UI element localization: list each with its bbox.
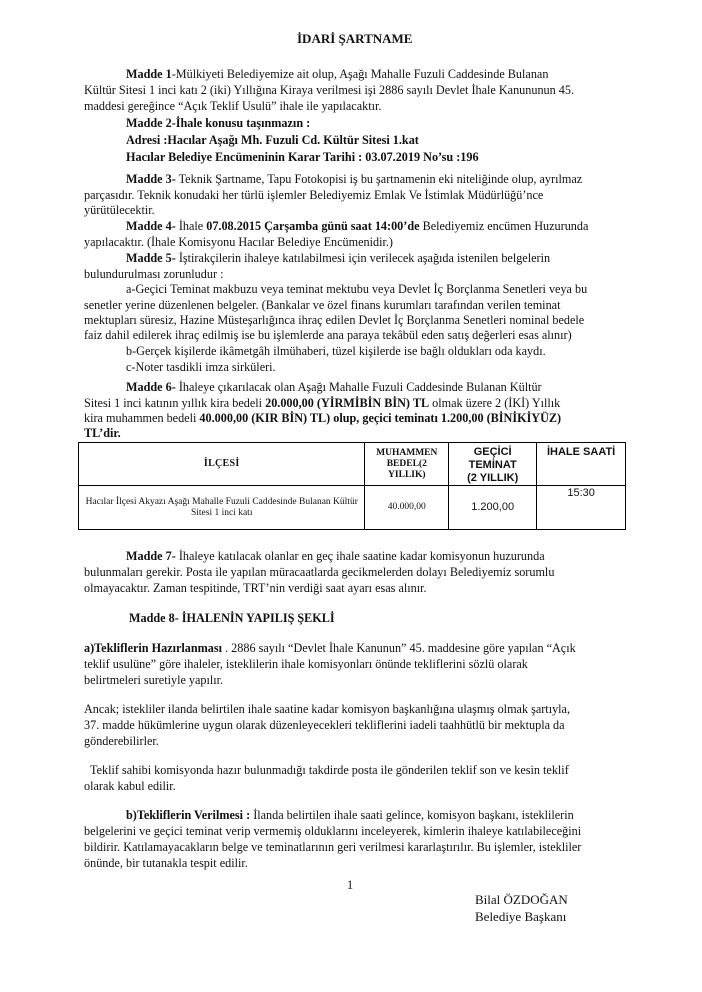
madde-7-line-3: olmayacaktır. Zaman tespitinde, TRT’nin verdiği saat ayarı esas alınır.	[84, 581, 427, 595]
madde-6-line-1: Madde 6- İhaleye çıkarılacak olan Aşağı Mahalle Fuzuli Caddesinde Bulanan Kültür	[126, 380, 542, 394]
madde-6-line-3: kira muhammen bedeli 40.000,00 (KIR BİN) TL) olup, geçici teminatı 1.200,00 (BİNİKİYÜZ)	[84, 411, 562, 425]
madde-5-item-b: b-Gerçek kişilerde ikâmetgâh ilmühaberi, tüzel kişilerde ise bağlı oldukları oda kaydı.	[126, 344, 546, 358]
para-b-line-4: önünde, bir tutanakla tespit edilir.	[84, 856, 248, 870]
signer-role: Belediye Başkanı	[475, 909, 567, 924]
cell-bedel: 40.000,00	[365, 486, 449, 530]
madde-5-line-1: Madde 5- İştirakçilerin ihaleye katılabilmesi için verilecek aşağıda istenilen belgelerin	[126, 251, 551, 265]
madde-3-line-2: parçasıdır. Teknik konudaki her türlü işlemler Belediyemiz Emlak Ve İstimlak Müdürlüğü’nce	[84, 188, 544, 202]
madde-6-line-4: TL’dir.	[84, 426, 121, 440]
para-ancak-line-1: Ancak; istekliler ilanda belirtilen ihale saatine kadar komisyon başkanlığına ulaşmış olmak şartıyla,	[84, 702, 571, 716]
para-sahibi-line-1: Teklif sahibi komisyonda hazır bulunmadığı takdirde posta ile gönderilen teklif son ve kesin teklif	[90, 763, 569, 777]
madde-1-line-3: maddesi gereğince “Açık Teklif Usulü” ihale ile yapılacaktır.	[84, 99, 382, 113]
para-a-line-3: belirtmeleri suretiyle yapılır.	[84, 673, 224, 687]
table-row	[79, 486, 626, 530]
madde-3-line-1: Madde 3- Teknik Şartname, Tapu Fotokopisi iş bu şartnamenin eki niteliğinde olup, ayrılmaz	[126, 172, 583, 186]
header-ilcesi: İLÇESİ	[79, 443, 365, 486]
madde-6-line-2: Sitesi 1 inci katının yıllık kira bedeli 20.000,00 (YİRMİBİN BİN) TL olmak üzere 2 (İKİ) Yıllık	[84, 396, 561, 410]
madde-1-line-2: Kültür Sitesi 1 inci katı 2 (iki) Yıllığına Kiraya verilmesi işi 2886 sayılı Devlet İhale Kanununun 45.	[84, 83, 575, 97]
page-number: 1	[347, 878, 354, 892]
para-b-line-1: b)Tekliflerin Verilmesi : İlanda belirtilen ihale saati gelince, komisyon başkanı, isteklilerin	[126, 808, 574, 822]
madde-5-item-a-3: mektupları süresiz, Hazine Müsteşarlığınca ihraç edilen Devlet İç Borçlanma Senetleri nominal bedele	[84, 313, 585, 327]
madde-4-label: Madde 4-	[126, 219, 176, 233]
madde-3-label: Madde 3-	[126, 172, 176, 186]
para-a-line-1: a)Tekliflerin Hazırlanması . 2886 sayılı “Devlet İhale Kanunun” 45. maddesine göre yapılan “Açık	[84, 641, 576, 655]
madde-4-line-1: Madde 4- İhale 07.08.2015 Çarşamba günü saat 14:00’de Belediyemiz encümen Huzurunda	[126, 219, 589, 233]
signer-name: Bilal ÖZDOĞAN	[475, 892, 568, 907]
madde-1-line-1: Madde 1-Mülkiyeti Belediyemize ait olup, Aşağı Mahalle Fuzuli Caddesinde Bulanan	[126, 67, 549, 81]
cell-saat: 15:30	[537, 486, 626, 530]
estimated-price: 40.000,00 (KIR BİN) TL) olup, geçici teminatı 1.200,00 (BİNİKİYÜZ)	[199, 411, 562, 425]
madde-4-line-2: yapılacaktır. (İhale Komisyonu Hacılar Belediye Encümenidir.)	[84, 235, 393, 249]
madde-6-label: Madde 6-	[126, 380, 176, 394]
cell-teminat: 1.200,00	[449, 486, 537, 530]
header-muhammen: MUHAMMEN BEDEL(2 YILLIK)	[365, 443, 449, 486]
madde-5-item-c: c-Noter tasdikli imza sirküleri.	[126, 360, 276, 374]
para-a-line-2: teklif usulüne” göre ihaleler, isteklilerin ihale komisyonları önünde tekliflerini sözlü olarak	[84, 657, 528, 671]
madde-7-label: Madde 7-	[126, 549, 176, 563]
madde-5-label: Madde 5-	[126, 251, 176, 265]
madde-5-line-2: bulundurulması zorunludur :	[84, 267, 224, 281]
header-ihale-saati: İHALE SAATİ	[537, 443, 626, 486]
madde-2-decision: Hacılar Belediye Encümeninin Karar Tarihi : 03.07.2019 No’su :196	[126, 150, 479, 164]
para-ancak-line-2: 37. madde hükümlerine uygun olarak düzenleyecekleri tekliflerini iadeli taahhütlü bir mektupla da	[84, 718, 565, 732]
ihale-table	[78, 442, 626, 530]
madde-7-line-2: bulunmaları gerekir. Posta ile yapılan müracaatlarda gecikmelerden dolayı Belediyemiz sorumlu	[84, 565, 555, 579]
para-ancak-line-3: gönderebilirler.	[84, 734, 159, 748]
madde-1-label: Madde 1	[126, 67, 172, 81]
header-gecici-teminat: GEÇİCİ TEMİNAT (2 YILLIK)	[449, 443, 537, 486]
madde-2-heading: Madde 2-İhale konusu taşınmazın :	[126, 116, 311, 130]
para-b-line-3: bildirir. Katılamayacakların belge ve teminatlarının geri verilmesi kararlaştırılır. Bu işlemler, istekliler	[84, 840, 582, 854]
madde-3-line-3: yürütülecektir.	[84, 203, 155, 217]
cell-location: Hacılar İlçesi Akyazı Aşağı Mahalle Fuzuli Caddesinde Bulanan Kültür Sitesi 1 inci katı	[79, 486, 365, 530]
document-title: İDARİ ŞARTNAME	[297, 31, 413, 46]
para-b-label: b)Tekliflerin Verilmesi :	[126, 808, 251, 822]
ihale-date: 07.08.2015 Çarşamba günü saat 14:00’de	[206, 219, 420, 233]
para-b-line-2: belgelerini ve geçici teminat verip vermemiş olduklarını inceleyerek, kimlerin ihaleye katılabileceğini	[84, 824, 582, 838]
madde-8-heading: Madde 8- İHALENİN YAPILIŞ ŞEKLİ	[129, 611, 335, 625]
madde-2-address: Adresi :Hacılar Aşağı Mh. Fuzuli Cd. Kültür Sitesi 1.kat	[126, 133, 419, 147]
para-sahibi-line-2: olarak kabul edilir.	[84, 779, 176, 793]
madde-7-line-1: Madde 7- İhaleye katılacak olanlar en geç ihale saatine kadar komisyonun huzurunda	[126, 549, 545, 563]
para-a-label: a)Tekliflerin Hazırlanması	[84, 641, 223, 655]
table-header-row	[79, 443, 626, 486]
madde-5-item-a-2: senetler yerine düzenlenen belgeler. (Bankalar ve özel finans kurumları tarafından verilen teminat	[84, 298, 561, 312]
yearly-rent: 20.000,00 (YİRMİBİN BİN) TL	[265, 396, 430, 410]
madde-5-item-a-4: faiz dahil edilerek ihraç edilmiş ise bu işlemlerde ana paraya tekâbül eden satış değerleri esas alınır)	[84, 328, 572, 342]
madde-5-item-a-1: a-Geçici Teminat makbuzu veya teminat mektubu veya Devlet İç Borçlanma Senetleri veya bu	[126, 282, 588, 296]
